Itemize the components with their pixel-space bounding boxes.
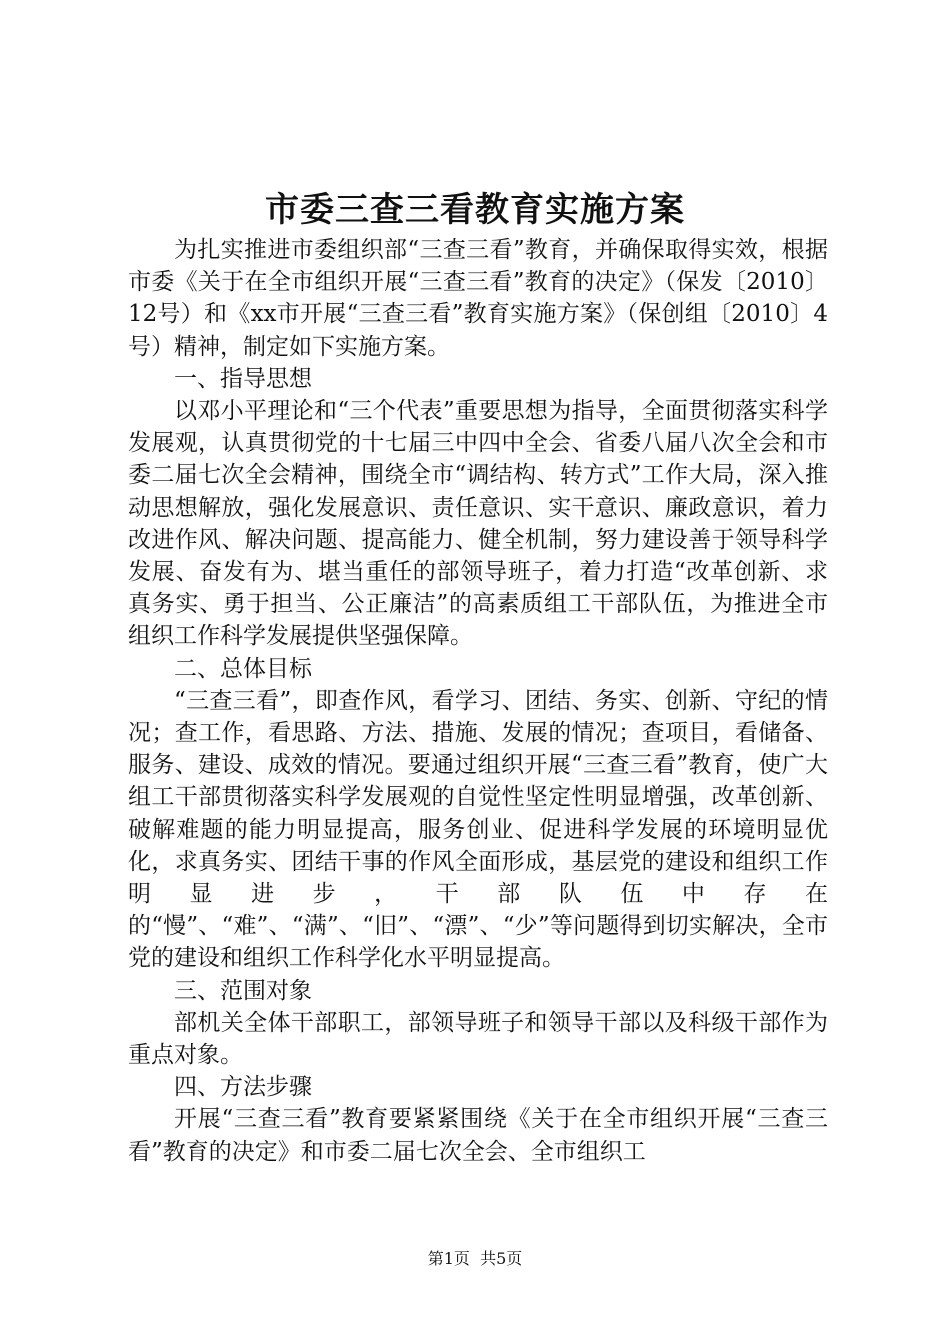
heading-guiding-ideology: 一、指导思想: [174, 365, 312, 392]
page-footer: [0, 1248, 950, 1270]
paragraph-scope: 部机关全体干部职工，部领导班子和领导干部以及科级干部作为重点对象。: [128, 1009, 828, 1069]
page-indicator: 第1页 共5页: [427, 1249, 523, 1268]
document-body: [128, 234, 828, 1168]
paragraph-methods: 开展“三查三看”教育要紧紧围绕《关于在全市组织开展“三查三看”教育的决定》和市委二届七次全会、全市组织工: [128, 1106, 828, 1165]
heading-overall-goal: 二、总体目标: [174, 655, 312, 682]
paragraph-intro: 为扎实推进市委组织部“三查三看”教育，并确保取得实效，根据市委《关于在全市组织开展“三查三看”教育的决定》（保发〔2010〕12号）和《xx市开展“三查三看”教育实施方案》（保创组〔2010〕4号）精神，制定如下实施方案。: [128, 237, 828, 360]
document-title: 市委三查三看教育实施方案: [265, 190, 685, 230]
heading-methods: 四、方法步骤: [174, 1074, 312, 1101]
heading-scope: 三、范围对象: [174, 977, 312, 1004]
paragraph-overall-goal: “三查三看”，即查作风，看学习、团结、务实、创新、守纪的情况；查工作，看思路、方法、措施、发展的情况；查项目，看储备、服务、建设、成效的情况。要通过组织开展“三查三看”教育，使广大组工干部贯彻落实科学发展观的自觉性坚定性明显增强，改革创新、破解难题的能力明显提高，服务创业、促进科学发展的环境明显优化，求真务实、团结干事的作风全面形成，基层党的建设和组织工作明显进步，干部队伍中存在的“慢”、“难”、“满”、“旧”、“漂”、“少”等问题得到切实解决，全市党的建设和组织工作科学化水平明显提高。: [128, 687, 828, 972]
paragraph-guiding-ideology: 以邓小平理论和“三个代表”重要思想为指导，全面贯彻落实科学发展观，认真贯彻党的十七届三中四中全会、省委八届八次全会和市委二届七次全会精神，围绕全市“调结构、转方式”工作大局，深入推动思想解放，强化发展意识、责任意识、实干意识、廉政意识，着力改进作风、解决问题、提高能力、健全机制，努力建设善于领导科学发展、奋发有为、堪当重任的部领导班子，着力打造“改革创新、求真务实、勇于担当、公正廉洁”的高素质组工干部队伍，为推进全市组织工作科学发展提供坚强保障。: [128, 398, 828, 650]
